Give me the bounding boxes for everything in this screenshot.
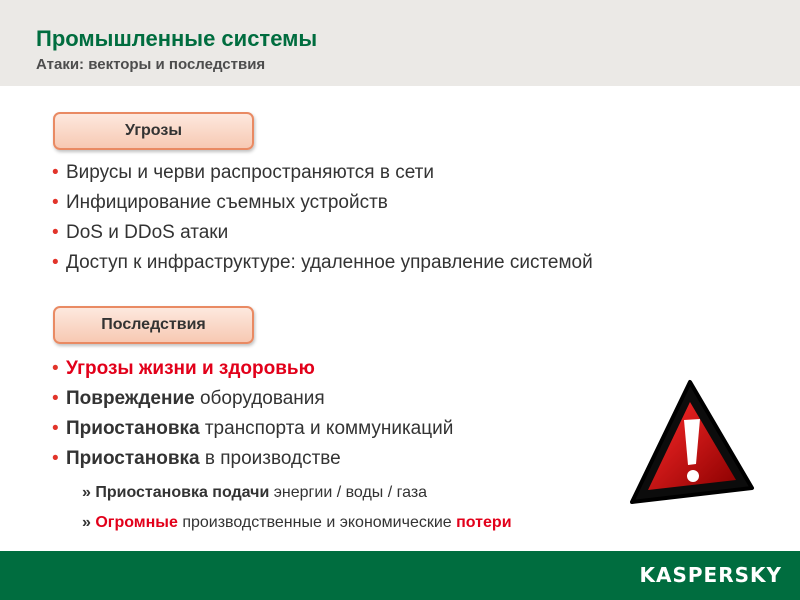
item-bold: Приостановка — [66, 418, 200, 439]
item-rest: транспорта и коммуникаций — [199, 418, 454, 439]
list-item: • Инфицирование съемных устройств — [50, 188, 593, 218]
list-item — [50, 444, 453, 474]
consequences-label: Последствия — [53, 306, 254, 344]
warning-triangle-icon — [618, 376, 758, 506]
list-item: • Доступ к инфраструктуре: удаленное управление системой — [50, 248, 593, 278]
sub-marker: » — [82, 514, 91, 531]
sub-item-bold: Огромные — [95, 514, 178, 531]
page-title: Промышленные системы — [36, 26, 318, 51]
item-bold: Угрозы жизни и здоровью — [66, 358, 315, 379]
kaspersky-logo: KASPERSKY — [639, 563, 782, 587]
threats-label: Угрозы — [53, 112, 254, 150]
slide-footer — [0, 551, 800, 600]
item-bold: Повреждение — [66, 388, 195, 409]
sub-item-bold: Приостановка подачи — [95, 484, 270, 501]
list-item: • DoS и DDoS атаки — [50, 218, 593, 248]
list-item: • Вирусы и черви распространяются в сети — [50, 158, 593, 188]
consequences-sub-list — [82, 478, 512, 538]
list-item — [50, 354, 453, 384]
list-item — [50, 414, 453, 444]
item-rest: оборудования — [194, 388, 325, 409]
sub-item-tail: потери — [456, 514, 512, 531]
sub-item-rest: производственные и экономические — [177, 514, 457, 531]
sub-item-rest: энергии / воды / газа — [269, 484, 428, 501]
consequences-list — [50, 354, 453, 474]
slide-header — [0, 0, 800, 86]
sub-list-item — [82, 478, 512, 508]
item-bold: Приостановка — [66, 448, 200, 469]
threats-list — [50, 158, 593, 278]
item-rest: в производстве — [199, 448, 341, 469]
sub-list-item — [82, 508, 512, 538]
page-subtitle: Атаки: векторы и последствия — [36, 56, 266, 73]
list-item — [50, 384, 453, 414]
sub-marker: » — [82, 484, 91, 501]
